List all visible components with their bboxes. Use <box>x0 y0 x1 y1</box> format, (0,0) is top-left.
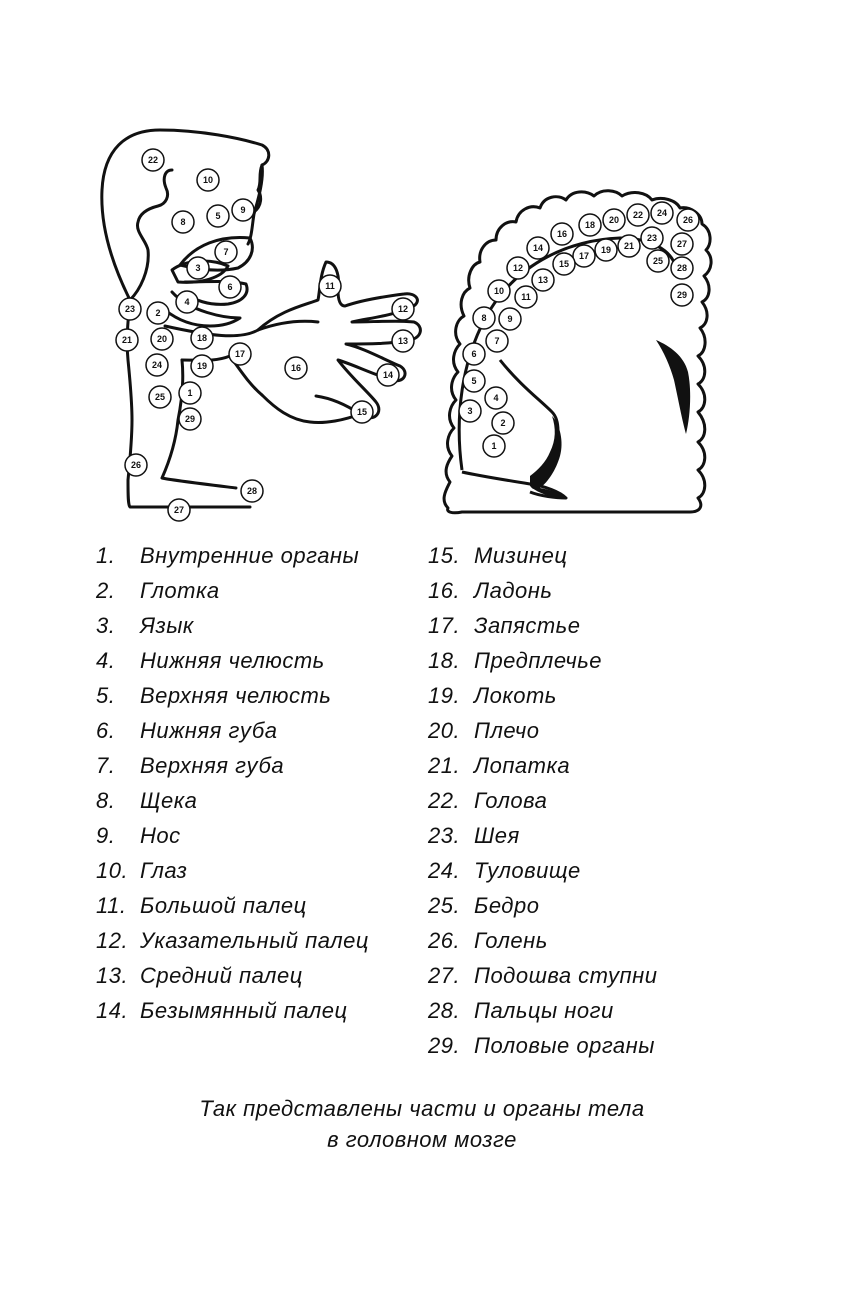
cortex-marker-label: 16 <box>556 229 568 239</box>
homunculus-marker-label: 25 <box>154 392 166 402</box>
legend-item-label: Нижняя челюсть <box>140 648 325 673</box>
homunculus-marker-label: 14 <box>382 370 394 380</box>
cortex-marker <box>499 308 521 330</box>
legend-item-label: Указательный палец <box>140 928 369 953</box>
cortex-marker-label: 12 <box>512 263 524 273</box>
cortex-marker <box>459 400 481 422</box>
legend-item-number: 8. <box>96 788 116 813</box>
homunculus-marker-label: 23 <box>124 304 136 314</box>
cortex-marker <box>573 245 595 267</box>
homunculus-marker <box>229 343 251 365</box>
cortex-marker <box>463 370 485 392</box>
homunculus-marker-label: 18 <box>196 333 208 343</box>
legend-item <box>428 1028 768 1063</box>
homunculus-marker-label: 9 <box>240 205 246 215</box>
cortex-marker-label: 26 <box>682 215 694 225</box>
legend-item <box>428 853 768 888</box>
homunculus-marker-label: 20 <box>156 334 168 344</box>
legend-item-number: 25. <box>428 893 461 918</box>
cortex-marker <box>473 307 495 329</box>
legend-item-number: 1. <box>96 543 116 568</box>
legend-item-number: 19. <box>428 683 461 708</box>
cortex-marker-label: 28 <box>676 263 688 273</box>
legend-item-label: Запястье <box>474 613 581 638</box>
legend-item-number: 14. <box>96 998 129 1023</box>
legend-item-label: Голова <box>474 788 548 813</box>
legend-item <box>96 678 416 713</box>
cortex-marker <box>651 202 673 224</box>
homunculus-marker-label: 22 <box>147 155 159 165</box>
legend-item-number: 9. <box>96 823 116 848</box>
legend-item <box>428 783 768 818</box>
legend-item <box>428 678 768 713</box>
legend-item-label: Ладонь <box>474 578 553 603</box>
legend-item-label: Плечо <box>474 718 540 743</box>
homunculus-marker <box>125 454 147 476</box>
cortex-marker <box>488 280 510 302</box>
cortex-marker-label: 29 <box>676 290 688 300</box>
homunculus-marker <box>319 275 341 297</box>
homunculus-marker <box>116 329 138 351</box>
legend-item-label: Шея <box>474 823 520 848</box>
homunculus-marker <box>197 169 219 191</box>
homunculus-marker <box>392 330 414 352</box>
homunculus-marker <box>191 327 213 349</box>
legend-item-number: 21. <box>428 753 461 778</box>
legend-item-number: 23. <box>428 823 461 848</box>
legend-item <box>96 818 416 853</box>
legend-item-number: 20. <box>428 718 461 743</box>
cortex-marker <box>507 257 529 279</box>
legend-item-label: Безымянный палец <box>140 998 348 1023</box>
cortex-marker-label: 20 <box>608 215 620 225</box>
homunculus-figure <box>0 0 844 540</box>
legend-item-number: 10. <box>96 858 129 883</box>
cortex-marker <box>618 235 640 257</box>
cortex-marker <box>551 223 573 245</box>
legend-item-label: Голень <box>474 928 548 953</box>
legend-item-label: Мизинец <box>474 543 568 568</box>
legend-item-label: Внутренние органы <box>140 543 360 568</box>
legend-item-number: 6. <box>96 718 116 743</box>
legend-item <box>96 923 416 958</box>
cortex-marker <box>671 257 693 279</box>
homunculus-marker <box>219 276 241 298</box>
homunculus-marker-label: 19 <box>196 361 208 371</box>
cortex-marker-label: 11 <box>521 292 531 302</box>
homunculus-marker <box>351 401 373 423</box>
legend-item-label: Лопатка <box>474 753 571 778</box>
legend-item <box>428 573 768 608</box>
homunculus-marker <box>241 480 263 502</box>
homunculus-marker <box>215 241 237 263</box>
legend-item-label: Туловище <box>474 858 581 883</box>
cortex-marker-label: 21 <box>623 241 635 251</box>
legend-item-number: 7. <box>96 753 116 778</box>
homunculus-marker-label: 2 <box>155 308 161 318</box>
legend-item-number: 29. <box>428 1033 461 1058</box>
cortex-marker <box>515 286 537 308</box>
homunculus-marker <box>151 328 173 350</box>
legend-item <box>96 538 416 573</box>
homunculus-marker-label: 13 <box>397 336 409 346</box>
legend-item-number: 3. <box>96 613 116 638</box>
legend-item <box>428 958 768 993</box>
legend-item-label: Верхняя губа <box>140 753 285 778</box>
homunculus-marker <box>392 298 414 320</box>
homunculus-marker-label: 12 <box>397 304 409 314</box>
cortex-marker-label: 7 <box>494 336 500 346</box>
cortex-marker <box>603 209 625 231</box>
homunculus-marker-label: 26 <box>130 460 142 470</box>
legend-item <box>428 993 768 1028</box>
homunculus-marker <box>179 382 201 404</box>
legend-item-label: Подошва ступни <box>474 963 658 988</box>
cortex-marker-label: 6 <box>471 349 477 359</box>
homunculus-marker-label: 7 <box>223 247 229 257</box>
legend-item <box>428 713 768 748</box>
legend-item <box>428 538 768 573</box>
legend-item-number: 24. <box>428 858 461 883</box>
homunculus-marker-label: 3 <box>195 263 201 273</box>
legend-item-number: 18. <box>428 648 461 673</box>
cortex-marker-label: 23 <box>646 233 658 243</box>
legend-item-number: 16. <box>428 578 461 603</box>
legend-item-label: Глотка <box>140 578 220 603</box>
legend-item <box>96 888 416 923</box>
homunculus-marker <box>187 257 209 279</box>
legend-item <box>428 818 768 853</box>
cortex-marker <box>671 233 693 255</box>
legend-item-number: 28. <box>428 998 461 1023</box>
cortex-marker <box>595 239 617 261</box>
legend-item-number: 12. <box>96 928 129 953</box>
cortex-marker-label: 17 <box>578 251 590 261</box>
homunculus-marker <box>147 302 169 324</box>
homunculus-marker-label: 21 <box>121 335 133 345</box>
homunculus-marker <box>176 291 198 313</box>
cortex-marker <box>485 387 507 409</box>
legend-item <box>428 608 768 643</box>
legend-item <box>96 783 416 818</box>
legend-item-label: Нос <box>140 823 181 848</box>
figure-svg <box>0 0 844 540</box>
cortex-marker-label: 15 <box>558 259 570 269</box>
legend-item-label: Половые органы <box>474 1033 655 1058</box>
legend-item <box>96 713 416 748</box>
homunculus-marker-label: 24 <box>151 360 163 370</box>
legend-item-label: Локоть <box>474 683 557 708</box>
cortex-marker-label: 18 <box>584 220 596 230</box>
legend-item-number: 15. <box>428 543 461 568</box>
cortex-marker <box>486 330 508 352</box>
legend-item-label: Большой палец <box>140 893 307 918</box>
homunculus-marker-label: 11 <box>325 281 335 291</box>
cortex-marker-label: 14 <box>532 243 544 253</box>
cortex-marker-label: 4 <box>493 393 499 403</box>
cortex-marker <box>532 269 554 291</box>
legend-item-number: 13. <box>96 963 129 988</box>
cortex-marker <box>492 412 514 434</box>
legend-item <box>96 993 416 1028</box>
cortex-marker-label: 25 <box>652 256 664 266</box>
cortex-marker <box>579 214 601 236</box>
legend-item <box>96 643 416 678</box>
legend-item-number: 11. <box>96 893 127 918</box>
cortex-marker-label: 24 <box>656 208 668 218</box>
cortex-marker <box>553 253 575 275</box>
homunculus-marker <box>168 499 190 521</box>
homunculus-marker-label: 5 <box>215 211 221 221</box>
legend-item-label: Нижняя губа <box>140 718 278 743</box>
cortex-marker <box>463 343 485 365</box>
legend-item-label: Бедро <box>474 893 540 918</box>
cortex-marker-label: 13 <box>537 275 549 285</box>
legend-item <box>428 748 768 783</box>
cortex-marker-label: 27 <box>676 239 688 249</box>
legend-item <box>96 608 416 643</box>
legend-left-column <box>96 538 416 1028</box>
legend-item-label: Предплечье <box>474 648 603 673</box>
homunculus-marker <box>232 199 254 221</box>
homunculus-marker-label: 28 <box>246 486 258 496</box>
cortex-marker-label: 22 <box>632 210 644 220</box>
homunculus-marker <box>179 408 201 430</box>
homunculus-marker-label: 1 <box>187 388 193 398</box>
homunculus-marker-label: 16 <box>290 363 302 373</box>
cortex-marker <box>627 204 649 226</box>
homunculus-marker-label: 15 <box>356 407 368 417</box>
legend-item-number: 22. <box>428 788 461 813</box>
legend-item-label: Щека <box>140 788 198 813</box>
legend-item <box>96 573 416 608</box>
cortex-marker <box>677 209 699 231</box>
homunculus-marker-label: 10 <box>202 175 214 185</box>
legend-item-number: 17. <box>428 613 461 638</box>
legend-item <box>428 888 768 923</box>
legend-item-number: 2. <box>96 578 116 603</box>
legend-item <box>96 748 416 783</box>
cortex-marker-label: 10 <box>493 286 505 296</box>
legend-item-label: Средний палец <box>140 963 303 988</box>
legend-item-number: 27. <box>428 963 461 988</box>
cortex-fissures <box>530 340 690 498</box>
legend-item-number: 26. <box>428 928 461 953</box>
homunculus-marker <box>119 298 141 320</box>
legend-item-label: Глаз <box>140 858 188 883</box>
legend-item <box>428 643 768 678</box>
legend-item <box>428 923 768 958</box>
homunculus-marker-label: 17 <box>234 349 246 359</box>
cortex-marker <box>647 250 669 272</box>
legend-item-label: Язык <box>140 613 194 638</box>
cortex-marker <box>671 284 693 306</box>
caption-line-1: Так представлены части и органы тела <box>199 1096 645 1121</box>
cortex-marker-label: 5 <box>471 376 477 386</box>
homunculus-marker-label: 27 <box>173 505 185 515</box>
legend-item-label: Верхняя челюсть <box>140 683 332 708</box>
homunculus-marker-label: 6 <box>227 282 233 292</box>
cortex-marker-label: 9 <box>507 314 513 324</box>
legend-item <box>96 853 416 888</box>
legend-item-number: 5. <box>96 683 116 708</box>
caption-line-2: в головном мозге <box>327 1127 517 1152</box>
homunculus-marker <box>377 364 399 386</box>
homunculus-marker-label: 8 <box>180 217 186 227</box>
cortex-marker-label: 1 <box>491 441 497 451</box>
legend-item-label: Пальцы ноги <box>474 998 614 1023</box>
homunculus-marker-label: 4 <box>184 297 190 307</box>
homunculus-marker <box>285 357 307 379</box>
homunculus-marker <box>149 386 171 408</box>
cortex-marker-label: 8 <box>481 313 487 323</box>
homunculus-marker-label: 29 <box>184 414 196 424</box>
homunculus-marker <box>191 355 213 377</box>
homunculus-marker <box>172 211 194 233</box>
homunculus-marker <box>146 354 168 376</box>
homunculus-marker <box>207 205 229 227</box>
legend-item <box>96 958 416 993</box>
cortex-marker <box>527 237 549 259</box>
cortex-marker <box>483 435 505 457</box>
homunculus-marker <box>142 149 164 171</box>
cortex-marker <box>641 227 663 249</box>
legend-item-number: 4. <box>96 648 116 673</box>
cortex-marker-label: 2 <box>500 418 506 428</box>
cortex-marker-label: 3 <box>467 406 473 416</box>
cortex-marker-label: 19 <box>600 245 612 255</box>
legend-right-column <box>428 538 768 1063</box>
